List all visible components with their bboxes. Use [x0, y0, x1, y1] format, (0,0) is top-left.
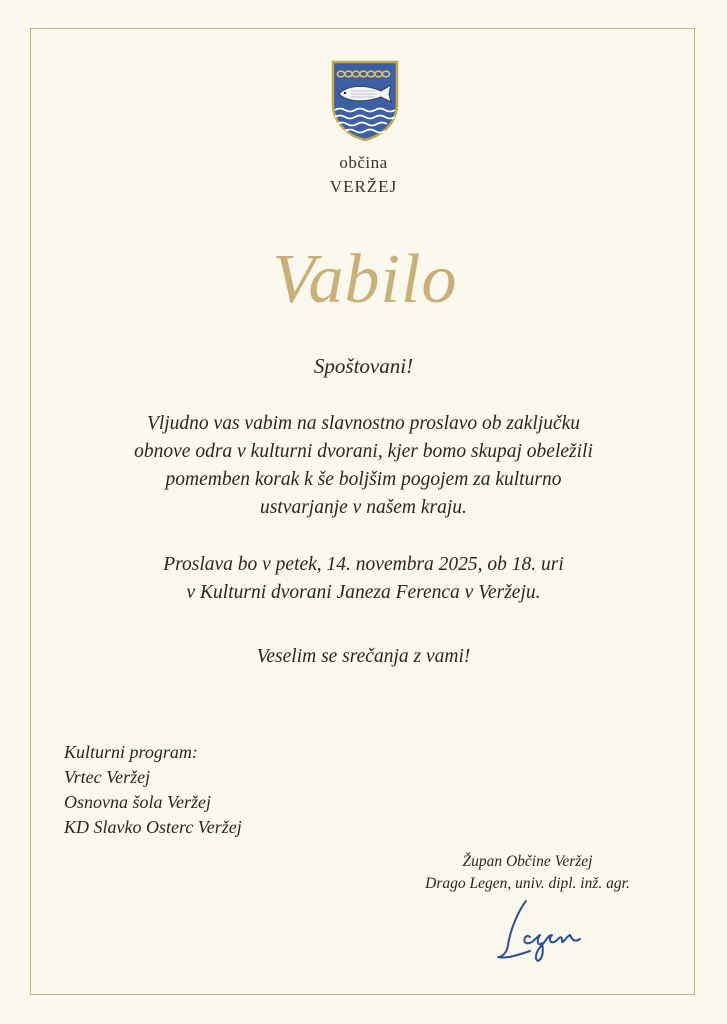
- program-item: KD Slavko Osterc Veržej: [64, 817, 242, 837]
- paragraph-1-line: obnove odra v kulturni dvorani, kjer bomo skupaj obeležili: [134, 441, 593, 462]
- invitation-title: [200, 232, 530, 327]
- invitation-paragraph-1: [60, 410, 667, 522]
- cultural-program: [64, 740, 242, 840]
- event-details-line: Proslava bo v petek, 14. novembra 2025, ob 18. uri: [163, 554, 564, 575]
- paragraph-1-line: ustvarjanje v našem kraju.: [260, 497, 467, 518]
- paragraph-1-line: pomemben korak k še boljšim pogojem za kulturno: [165, 469, 562, 490]
- program-item: Osnovna šola Veržej: [64, 792, 211, 812]
- verzej-coat-of-arms-icon: [331, 60, 399, 142]
- closing-line: Veselim se srečanja z vami!: [256, 646, 471, 667]
- municipality-name: VERŽEJ: [329, 177, 398, 196]
- greeting: Spoštovani!: [313, 354, 414, 378]
- handwritten-signature: [496, 893, 592, 965]
- paragraph-1-line: Vljudno vas vabim na slavnostno proslavo ob zaključku: [146, 413, 581, 434]
- municipality-label: občina: [339, 153, 388, 172]
- signatory-name: Drago Legen, univ. dipl. inž. agr.: [425, 875, 630, 892]
- event-details-line: v Kulturni dvorani Janeza Ferenca v Veržeju.: [186, 582, 541, 603]
- signatory-block: [420, 851, 635, 895]
- invitation-title-text: Vabilo: [272, 241, 458, 318]
- program-heading: Kulturni program:: [64, 742, 198, 762]
- program-item: Vrtec Veržej: [64, 767, 151, 787]
- signatory-title: Župan Občine Veržej: [462, 853, 593, 870]
- event-details-paragraph: [60, 551, 667, 607]
